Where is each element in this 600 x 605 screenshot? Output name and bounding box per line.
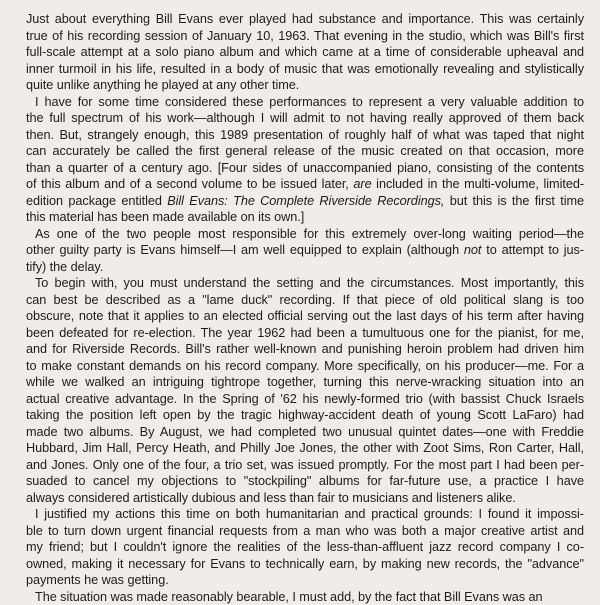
text-line: the full spectrum of his work—although I will admit to not having really approved of them back [26,110,584,127]
text-line: quite unlike anything he played at any other time. [26,77,584,94]
text-line: edition package entitled Bill Evans: The Complete Riverside Recordings, but this is the first time [26,193,584,210]
text-line: than a quarter of a century ago. [Four sides of unaccompanied piano, consisting of the contents [26,160,584,177]
paragraph [26,226,584,276]
text-line: To begin with, you must understand the setting and the circumstances. Most importantly, this [26,275,584,292]
paragraph [26,589,584,605]
text-line: obscure, note that it applies to an elected official serving out the last days of his term after having [26,308,584,325]
italic-text: Bill Evans: The Complete Riverside Recordings, [167,194,444,208]
italic-text: not [464,243,482,257]
text-line: always considered artistically dubious and less than fair to musicians and listeners alike. [26,490,584,507]
text-line: As one of the two people most responsible for this extremely over-long waiting period—the [26,226,584,243]
text-line: other guilty party is Evans himself—I am well equipped to explain (although not to attempt to jus- [26,242,584,259]
text-line: while we walked an intriguing tightrope together, turning this nerve-wracking situation into an [26,374,584,391]
paragraph [26,275,584,506]
text-line: actual creative advantage. In the Spring of '62 his newly-formed trio (with bassist Chuck Israels [26,391,584,408]
paragraph [26,11,584,94]
text-line: made two albums. By August, we had completed two unusual quintet dates—one with Freddie [26,424,584,441]
text-line: this material has been made available on its own.] [26,209,584,226]
text-line: payments he was getting. [26,572,584,589]
text-line: of this album and of a second volume to be issued later, are included in the multi-volume, limited- [26,176,584,193]
text-line: Just about everything Bill Evans ever played had substance and importance. This was certainly [26,11,584,28]
text-line: and for Riverside Records. Bill's rather well-known and punishing heroin problem had driven him [26,341,584,358]
text-line: true of his recording session of January 10, 1963. That evening in the studio, which was Bill's first [26,28,584,45]
text-line: then. But, strangely enough, this 1989 presentation of roughly half of what was taped that night [26,127,584,144]
liner-notes-text [26,11,584,605]
text-line: and Jones. Only one of the four, a trio set, was issued promptly. For the most part I had been per- [26,457,584,474]
text-line: I justified my actions this time on both humanitarian and practical grounds: I found it impossi- [26,506,584,523]
paragraph [26,94,584,226]
text-line: Hubbard, Jim Hall, Percy Heath, and Philly Joe Jones, the other with Zoot Sims, Ron Carter, Hall, [26,440,584,457]
text-line: suaded to cancel my objections to "stockpiling" albums for far-future use, a practice I have [26,473,584,490]
paragraph [26,506,584,589]
text-line: been defeated for re-election. The year 1962 had been a tumultuous one for the pianist, for me, [26,325,584,342]
text-line: ble to turn down urgent financial requests from a man who was both a major creative artist and [26,523,584,540]
text-line: inner turmoil in his life, resulted in a body of music that was emotionally revealing and stylistically [26,61,584,78]
text-line: my friend; but I couldn't ignore the realities of the less-than-affluent jazz record company I co- [26,539,584,556]
italic-text: are [353,177,371,191]
text-line: The situation was made reasonably bearable, I must add, by the fact that Bill Evans was an [26,589,584,605]
text-line: I have for some time considered these performances to represent a very valuable addition to [26,94,584,111]
text-line: to make constant demands on his record company. More specifically, on his producer—me. For a [26,358,584,375]
text-line: can accurately be called the first general release of the music created on that occasion, more [26,143,584,160]
text-line: tify) the delay. [26,259,584,276]
text-line: taking the position left open by the tragic highway-accident death of young Scott LaFaro) had [26,407,584,424]
text-line: owned, making it necessary for Evans to technically earn, by making new records, the "advance" [26,556,584,573]
text-line: can best be described as a "lame duck" recording. If that piece of old political slang is too [26,292,584,309]
text-line: full-scale attempt at a solo piano album and which came at a time of considerable upheaval and [26,44,584,61]
